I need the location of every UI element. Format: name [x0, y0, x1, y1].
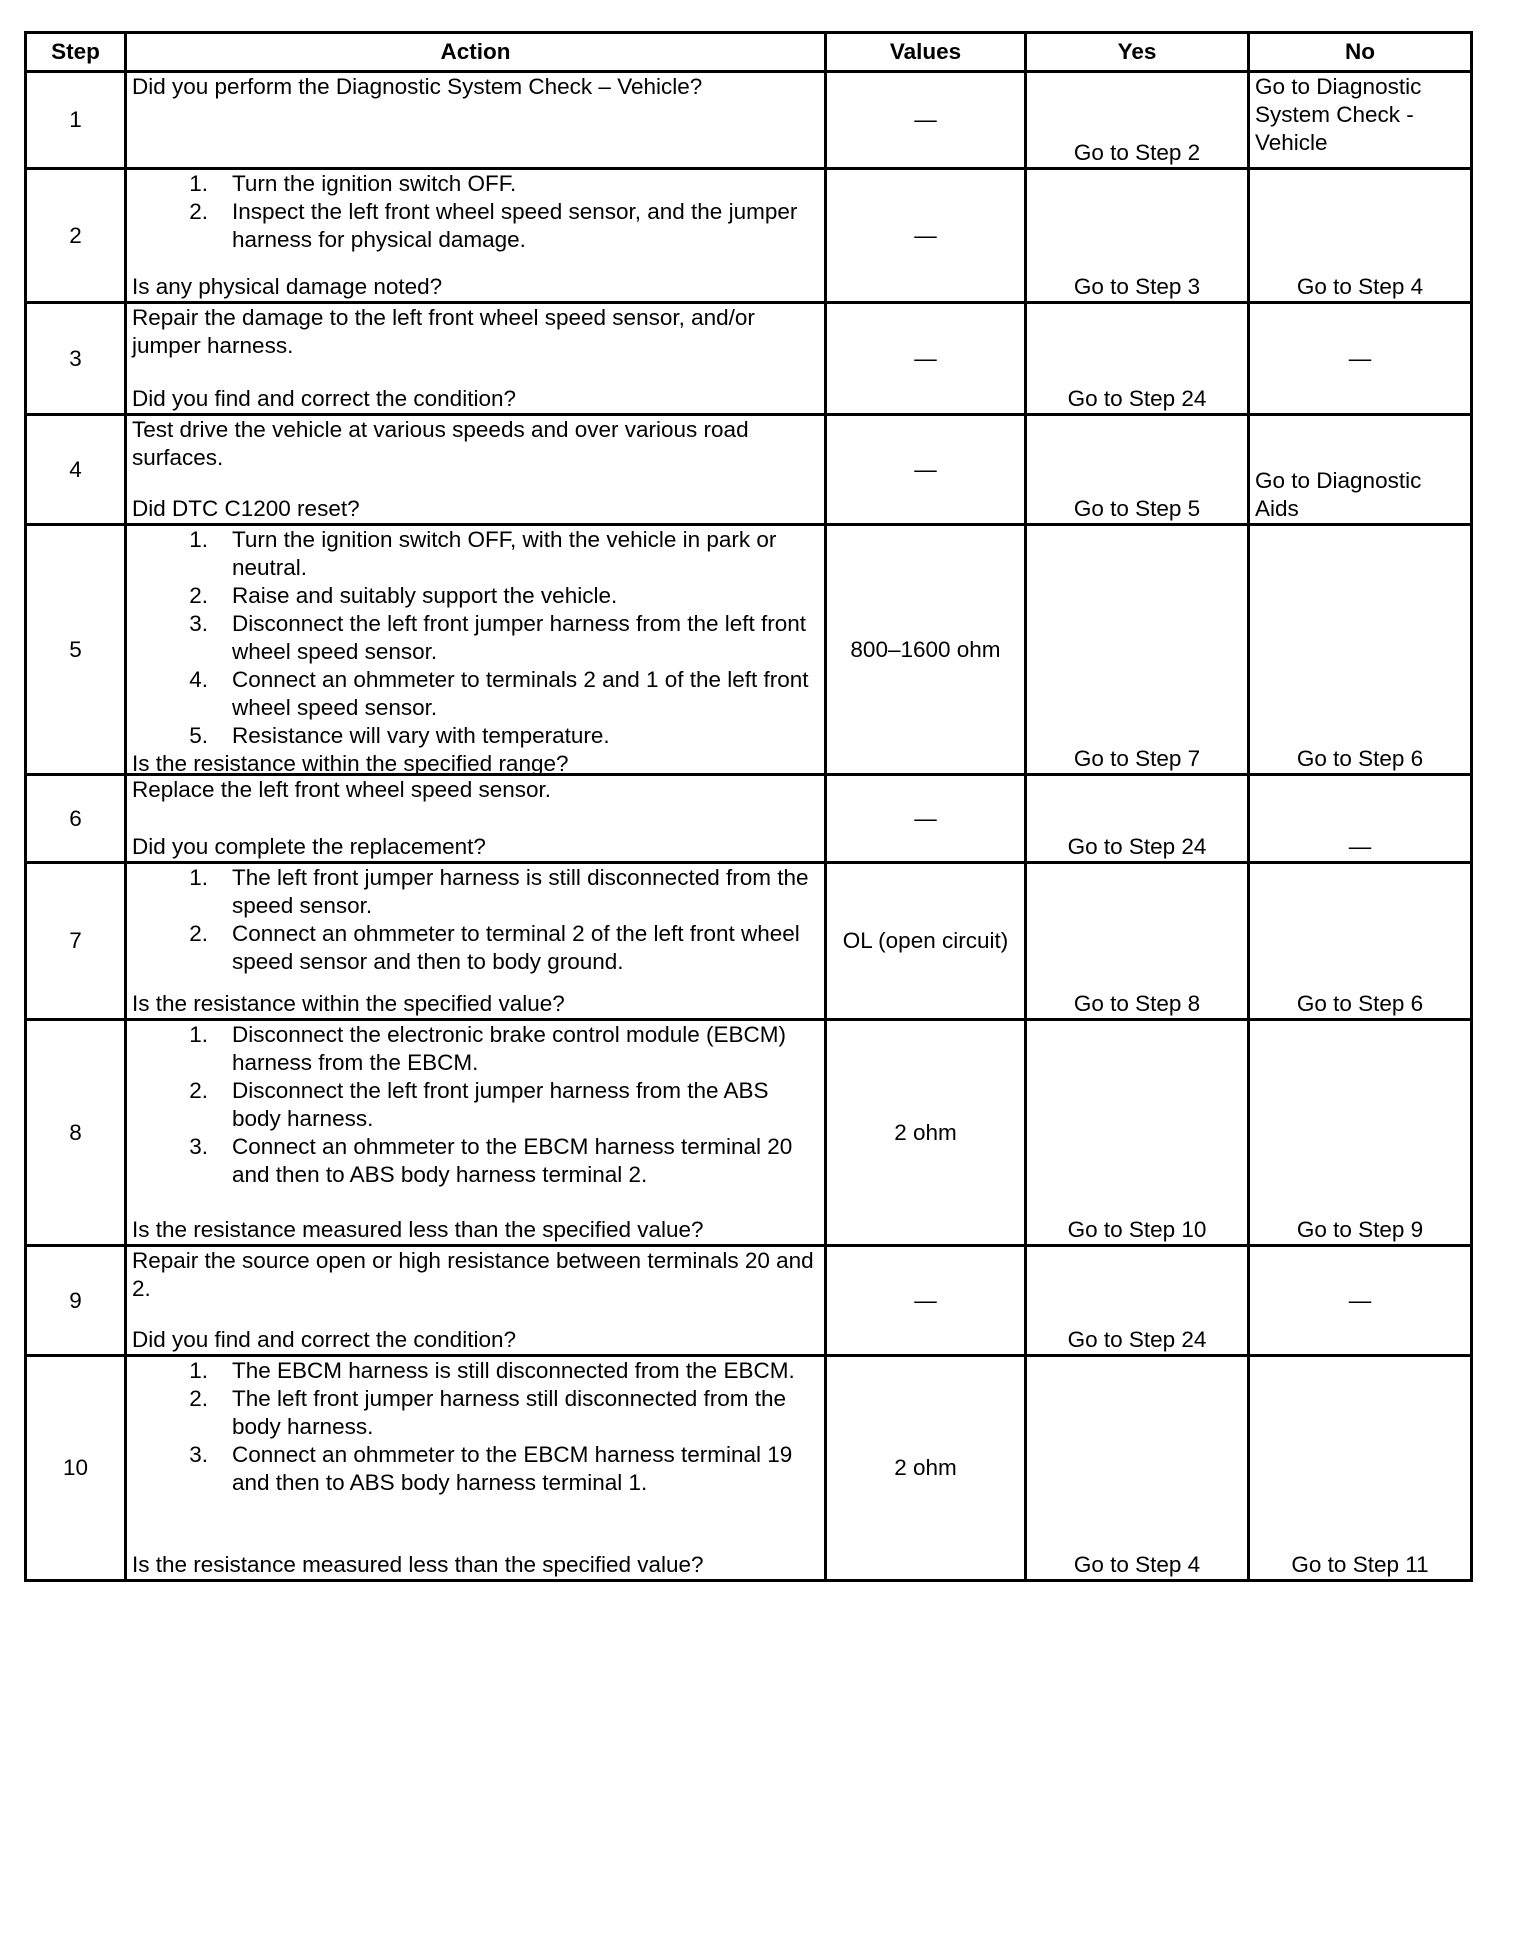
- action-step-number: 1.: [189, 527, 208, 552]
- action-question: Did you complete the replacement?: [132, 834, 486, 859]
- action-step-text: Resistance will vary with temperature.: [232, 723, 610, 748]
- action-step-list: [132, 170, 818, 254]
- diagnostic-table: [24, 31, 1473, 1582]
- action-step-text: Turn the ignition switch OFF.: [232, 171, 517, 196]
- action-step-text: Turn the ignition switch OFF, with the vehicle in park or neutral.: [232, 527, 777, 580]
- action-step-item: [132, 722, 818, 750]
- action-step-list: [132, 526, 818, 750]
- action-step-item: [132, 1441, 818, 1497]
- action-step-text: Connect an ohmmeter to terminal 2 of the left front wheel speed sensor and then to body ground.: [232, 921, 800, 974]
- action-step-number: 1.: [189, 1022, 208, 1047]
- action-step-text: Disconnect the left front jumper harness from the left front wheel speed sensor.: [232, 611, 807, 664]
- yes-result: Go to Step 24: [1067, 386, 1207, 411]
- action-question: Is the resistance measured less than the specified value?: [132, 1217, 704, 1242]
- action-step-item: [132, 610, 818, 666]
- yes-result: Go to Step 24: [1067, 834, 1207, 859]
- table-row: [26, 775, 1472, 863]
- table-row: [26, 1246, 1472, 1356]
- no-cell: [1249, 525, 1472, 775]
- header-row: [26, 33, 1472, 72]
- action-question: Is the resistance measured less than the specified value?: [132, 1552, 704, 1577]
- action-cell: [126, 525, 826, 775]
- no-cell: [1249, 415, 1472, 525]
- action-step-item: [132, 1077, 818, 1133]
- step-number: 4: [26, 415, 126, 525]
- step-number: 6: [26, 775, 126, 863]
- action-step-text: Connect an ohmmeter to the EBCM harness terminal 20 and then to ABS body harness terminal 2.: [232, 1134, 793, 1187]
- action-step-text: The EBCM harness is still disconnected from the EBCM.: [232, 1358, 795, 1383]
- action-step-number: 3.: [189, 1442, 208, 1467]
- yes-result: Go to Step 7: [1073, 746, 1201, 771]
- step-number: 5: [26, 525, 126, 775]
- no-result: Go to Step 9: [1296, 1217, 1424, 1242]
- action-step-text: The left front jumper harness is still disconnected from the speed sensor.: [232, 865, 809, 918]
- action-step-number: 1.: [189, 865, 208, 890]
- step-number: 1: [26, 72, 126, 169]
- action-step-number: 5.: [189, 723, 208, 748]
- no-cell: [1249, 863, 1472, 1020]
- values-cell: —: [826, 169, 1026, 303]
- action-step-item: [132, 864, 818, 920]
- no-cell: [1249, 1356, 1472, 1581]
- header-values: Values: [826, 33, 1026, 72]
- action-step-number: 3.: [189, 1134, 208, 1159]
- action-question: Did you find and correct the condition?: [132, 1327, 516, 1352]
- header-step: Step: [26, 33, 126, 72]
- no-cell: [1249, 1020, 1472, 1246]
- yes-cell: [1026, 525, 1249, 775]
- action-instruction: Did you perform the Diagnostic System Check – Vehicle?: [132, 74, 703, 99]
- yes-result: Go to Step 10: [1067, 1217, 1207, 1242]
- yes-result: Go to Step 5: [1073, 496, 1201, 521]
- values-cell: 2 ohm: [826, 1020, 1026, 1246]
- yes-result: Go to Step 24: [1067, 1327, 1207, 1352]
- yes-result: Go to Step 3: [1073, 274, 1201, 299]
- yes-result: Go to Step 2: [1073, 140, 1201, 165]
- values-cell: OL (open circuit): [826, 863, 1026, 1020]
- no-cell: [1249, 775, 1472, 863]
- action-instruction: Repair the source open or high resistance between terminals 20 and 2.: [132, 1248, 814, 1301]
- action-step-list: [132, 864, 818, 976]
- action-cell: [126, 775, 826, 863]
- yes-cell: [1026, 1020, 1249, 1246]
- no-cell: [1249, 169, 1472, 303]
- table-row: [26, 525, 1472, 775]
- no-result: Go to Diagnostic Aids: [1255, 468, 1422, 521]
- action-step-item: [132, 1385, 818, 1441]
- action-question: Is the resistance within the specified value?: [132, 991, 565, 1016]
- action-step-number: 3.: [189, 611, 208, 636]
- yes-result: Go to Step 8: [1073, 991, 1201, 1016]
- values-cell: —: [826, 303, 1026, 415]
- values-cell: —: [826, 1246, 1026, 1356]
- action-step-item: [132, 526, 818, 582]
- table-row: [26, 72, 1472, 169]
- action-step-number: 4.: [189, 667, 208, 692]
- no-cell: [1249, 303, 1472, 415]
- action-step-text: Disconnect the electronic brake control module (EBCM) harness from the EBCM.: [232, 1022, 786, 1075]
- values-cell: —: [826, 775, 1026, 863]
- action-step-text: Disconnect the left front jumper harness from the ABS body harness.: [232, 1078, 769, 1131]
- action-step-item: [132, 1021, 818, 1077]
- table-row: [26, 303, 1472, 415]
- action-step-item: [132, 920, 818, 976]
- no-cell: [1249, 1246, 1472, 1356]
- yes-cell: [1026, 1356, 1249, 1581]
- step-number: 9: [26, 1246, 126, 1356]
- action-step-list: [132, 1021, 818, 1189]
- no-cell: [1249, 72, 1472, 169]
- action-step-item: [132, 666, 818, 722]
- step-number: 8: [26, 1020, 126, 1246]
- yes-cell: [1026, 303, 1249, 415]
- action-cell: [126, 303, 826, 415]
- header-yes: Yes: [1026, 33, 1249, 72]
- action-cell: [126, 1020, 826, 1246]
- action-step-text: The left front jumper harness still disconnected from the body harness.: [232, 1386, 787, 1439]
- values-cell: —: [826, 72, 1026, 169]
- action-question: Did DTC C1200 reset?: [132, 496, 360, 521]
- action-instruction: Repair the damage to the left front wheel speed sensor, and/or jumper harness.: [132, 305, 755, 358]
- no-result: Go to Step 4: [1296, 274, 1424, 299]
- action-step-number: 1.: [189, 1358, 208, 1383]
- action-step-item: [132, 170, 818, 198]
- action-cell: [126, 863, 826, 1020]
- action-question: Is the resistance within the specified range?: [132, 751, 569, 776]
- step-number: 2: [26, 169, 126, 303]
- table-row: [26, 415, 1472, 525]
- header-no: No: [1249, 33, 1472, 72]
- yes-cell: [1026, 1246, 1249, 1356]
- yes-result: Go to Step 4: [1073, 1552, 1201, 1577]
- action-step-number: 2.: [189, 199, 208, 224]
- table-row: [26, 1020, 1472, 1246]
- table-row: [26, 1356, 1472, 1581]
- yes-cell: [1026, 169, 1249, 303]
- action-step-text: Connect an ohmmeter to terminals 2 and 1 of the left front wheel speed sensor.: [232, 667, 809, 720]
- step-number: 10: [26, 1356, 126, 1581]
- no-result: Go to Step 6: [1296, 746, 1424, 771]
- yes-cell: [1026, 415, 1249, 525]
- action-step-item: [132, 582, 818, 610]
- values-cell: 2 ohm: [826, 1356, 1026, 1581]
- table-row: [26, 169, 1472, 303]
- action-step-list: [132, 1357, 818, 1497]
- values-cell: —: [826, 415, 1026, 525]
- table-body: [26, 72, 1472, 1581]
- yes-cell: [1026, 775, 1249, 863]
- action-step-text: Connect an ohmmeter to the EBCM harness terminal 19 and then to ABS body harness terminal 1.: [232, 1442, 793, 1495]
- action-step-number: 2.: [189, 921, 208, 946]
- action-cell: [126, 169, 826, 303]
- yes-cell: [1026, 72, 1249, 169]
- action-step-text: Raise and suitably support the vehicle.: [232, 583, 618, 608]
- step-number: 3: [26, 303, 126, 415]
- action-question: Is any physical damage noted?: [132, 274, 443, 299]
- action-cell: [126, 1356, 826, 1581]
- no-result: Go to Step 11: [1291, 1552, 1429, 1577]
- action-step-item: [132, 1133, 818, 1189]
- no-result: —: [1348, 1287, 1372, 1313]
- action-step-number: 1.: [189, 171, 208, 196]
- no-result: Go to Step 6: [1296, 991, 1424, 1016]
- action-step-number: 2.: [189, 1386, 208, 1411]
- header-action: Action: [126, 33, 826, 72]
- no-result: —: [1348, 834, 1372, 859]
- yes-cell: [1026, 863, 1249, 1020]
- action-cell: [126, 72, 826, 169]
- values-cell: 800–1600 ohm: [826, 525, 1026, 775]
- action-cell: [126, 415, 826, 525]
- action-step-text: Inspect the left front wheel speed sensor, and the jumper harness for physical damage.: [232, 199, 798, 252]
- action-step-item: [132, 198, 818, 254]
- action-step-item: [132, 1357, 818, 1385]
- no-result: Go to Diagnostic System Check - Vehicle: [1255, 74, 1422, 155]
- step-number: 7: [26, 863, 126, 1020]
- action-step-number: 2.: [189, 583, 208, 608]
- action-instruction: Test drive the vehicle at various speeds and over various road surfaces.: [132, 417, 749, 470]
- action-step-number: 2.: [189, 1078, 208, 1103]
- action-instruction: Replace the left front wheel speed sensor.: [132, 777, 552, 802]
- table-row: [26, 863, 1472, 1020]
- no-result: —: [1348, 345, 1372, 371]
- action-cell: [126, 1246, 826, 1356]
- action-question: Did you find and correct the condition?: [132, 386, 516, 411]
